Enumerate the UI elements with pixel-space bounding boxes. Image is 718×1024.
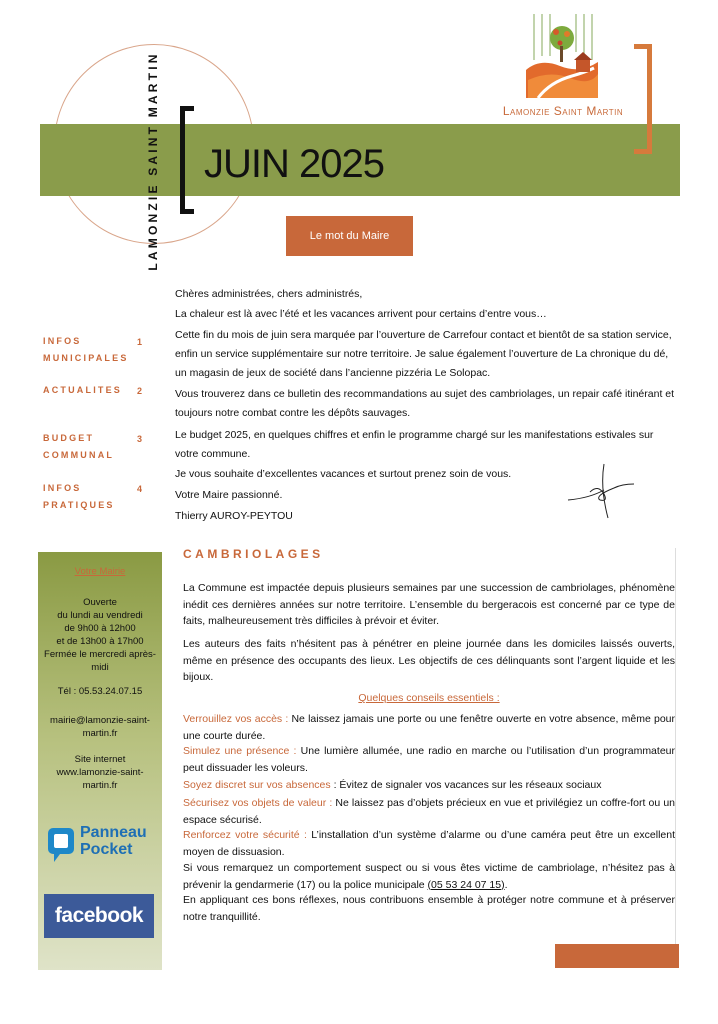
tip-text: : Évitez de signaler vos vacances sur les réseaux sociaux xyxy=(330,779,602,791)
facebook-logo[interactable]: facebook xyxy=(44,894,154,938)
toc-page-number: 3 xyxy=(137,434,143,444)
cambriolages-paragraph: Les auteurs des faits n’hésitent pas à pénétrer en pleine journée dans les domiciles laissés ouverts, même en présence des occupants des lieux. Les objectifs de ces délinquants sont l’argent liquide et les bijoux. xyxy=(183,638,675,683)
black-bracket xyxy=(180,106,194,214)
hours-line: midi xyxy=(91,662,109,673)
toc-page-number: 1 xyxy=(137,337,143,347)
toc-page-number: 2 xyxy=(137,386,143,396)
mairie-title: Votre Mairie xyxy=(74,566,126,577)
tip-lead: Verrouillez vos accès : xyxy=(183,713,289,725)
toc-item-infos-pratiques[interactable]: INFOS PRATIQUES xyxy=(43,483,115,510)
panneau-pocket-icon xyxy=(46,826,76,864)
tip-item xyxy=(183,795,675,828)
police-text: Si vous remarquez un comportement suspect ou si vous êtes victime de cambriolage, n’hésitez pas à prévenir la gendarmerie (17) ou la police municipale xyxy=(183,862,675,891)
mot-du-maire-button[interactable]: Le mot du Maire xyxy=(286,216,413,256)
tip-lead: Sécurisez vos objets de valeur : xyxy=(183,797,333,809)
email-line: martin.fr xyxy=(82,728,118,739)
mayor-name: Thierry AUROY-PEYTOU xyxy=(175,510,293,522)
mot-paragraph: Cette fin du mois de juin sera marquée par l’ouverture de Carrefour contact et bientôt de sa station service, enfin un service supplémentaire sur notre territoire. Je salue également l’ouverture de La chronique du dé, un magasin de jeux de société dans l’ancienne pizzéria Le Solopac. xyxy=(175,329,672,379)
panneau-pocket-logo[interactable] xyxy=(46,822,156,866)
orange-bracket xyxy=(634,44,652,154)
cambriolages-paragraph: La Commune est impactée depuis plusieurs semaines par une succession de cambriolages, phénomène inédit ces dernières années sur notre territoire. L’ensemble du bergeracois est concerné par ce type de faits, malheureusement très difficiles à prévoir et éviter. xyxy=(183,582,675,627)
site-line: Site internet xyxy=(74,754,126,765)
hours-line: de 9h00 à 12h00 xyxy=(64,623,136,634)
tip-lead: Simulez une présence : xyxy=(183,745,297,757)
mot-paragraph: Je vous souhaite d’excellentes vacances et surtout prenez soin de vous. xyxy=(175,468,512,480)
tip-item xyxy=(183,827,675,860)
mairie-email[interactable] xyxy=(38,714,162,740)
opening-hours xyxy=(38,596,162,674)
commune-logo xyxy=(520,12,602,102)
cambriolages-paragraph xyxy=(183,860,675,893)
tip-text: Ne laissez pas d’objets précieux en vue et privilégiez un coffre-fort ou un espace sécurisé. xyxy=(183,797,675,826)
mot-paragraph: La chaleur est là avec l’été et les vacances arrivent pour certains d’entre vous… xyxy=(175,308,547,320)
mairie-website[interactable] xyxy=(38,753,162,792)
column-divider xyxy=(675,548,676,968)
hours-line: Fermée le mercredi après- xyxy=(44,649,156,660)
vertical-commune-title: LAMONZIE SAINT MARTIN xyxy=(146,51,160,271)
toc-item-infos-municipales[interactable]: INFOS MUNICIPALES xyxy=(43,336,129,363)
footer-accent-bar xyxy=(555,944,679,968)
police-text-end: . xyxy=(504,878,508,891)
pocket-word: Pocket xyxy=(80,841,133,858)
hours-line: du lundi au vendredi xyxy=(57,610,143,621)
section-heading-cambriolages: CAMBRIOLAGES xyxy=(183,547,324,561)
toc-item-actualites[interactable]: ACTUALITES xyxy=(43,385,122,395)
mot-paragraph: Le budget 2025, en quelques chiffres et enfin le programme chargé sur les manifestations estivales sur votre commune. xyxy=(175,429,654,460)
police-phone[interactable]: (05 53 24 07 15) xyxy=(427,878,505,891)
cambriolages-paragraph: En appliquant ces bons réflexes, nous contribuons ensemble à protéger notre commune et à préserver notre tranquillité. xyxy=(183,894,675,923)
tip-lead: Soyez discret sur vos absences xyxy=(183,779,331,791)
panneau-word: Panneau xyxy=(80,824,147,841)
site-line: martin.fr xyxy=(82,780,118,791)
tip-item xyxy=(183,711,675,744)
toc-page-number: 4 xyxy=(137,484,143,494)
mayor-signature xyxy=(560,460,640,524)
tip-lead: Renforcez votre sécurité : xyxy=(183,829,307,841)
hours-line: et de 13h00 à 17h00 xyxy=(56,636,144,647)
mot-signoff: Votre Maire passionné. xyxy=(175,489,283,501)
mairie-phone[interactable]: Tél : 05.53.24.07.15 xyxy=(57,686,143,697)
hours-line: Ouverte xyxy=(83,597,117,608)
mot-paragraph: Vous trouverez dans ce bulletin des recommandations au sujet des cambriolages, un repair café itinérant et toujours notre combat contre les dépôts sauvages. xyxy=(175,388,675,419)
conseils-title: Quelques conseils essentiels : xyxy=(358,692,500,704)
logo-commune-name: Lamonzie Saint Martin xyxy=(502,104,624,118)
site-line: www.lamonzie-saint- xyxy=(56,767,144,778)
issue-month: JUIN 2025 xyxy=(204,142,384,186)
tip-text: Ne laissez jamais une porte ou une fenêtre ouverte en votre absence, même pour une courte durée. xyxy=(183,713,675,742)
toc-item-budget-communal[interactable]: BUDGET COMMUNAL xyxy=(43,433,115,460)
email-line: mairie@lamonzie-saint- xyxy=(50,715,150,726)
tip-text: L’installation d’un système d’alarme ou d’une caméra peut être un excellent moyen de dissuasion. xyxy=(183,829,675,858)
tip-item xyxy=(183,743,675,776)
mot-greeting: Chères administrées, chers administrés, xyxy=(175,288,363,300)
tip-item xyxy=(183,777,675,794)
tip-text: Une lumière allumée, une radio en marche ou l’utilisation d’un programmateur peut dissuader les voleurs. xyxy=(183,745,675,774)
